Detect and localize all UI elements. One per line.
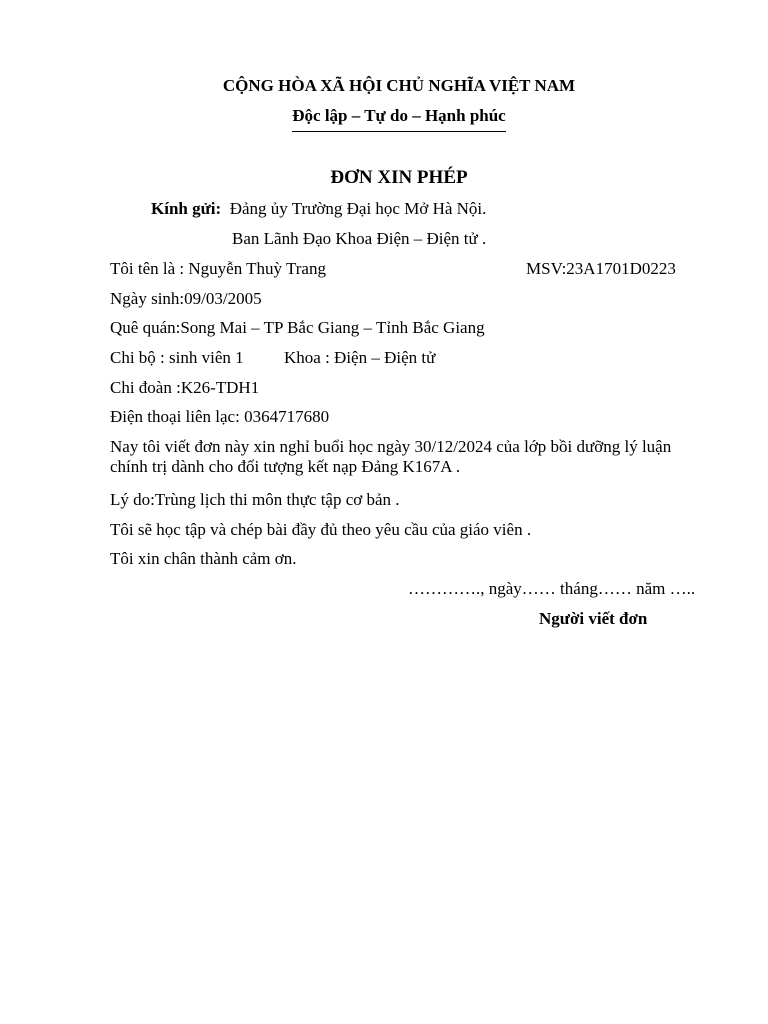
country-header: CỘNG HÒA XÃ HỘI CHỦ NGHĨA VIỆT NAM [222, 76, 576, 95]
motto: Độc lập – Tự do – Hạnh phúc [292, 106, 505, 132]
recipient-label: Kính gửi: [151, 199, 222, 218]
name-field: Tôi tên là : Nguyễn Thuỳ Trang [110, 259, 326, 278]
document-title: ĐƠN XIN PHÉP [330, 167, 468, 188]
recipient-1: Đảng ủy Trường Đại học Mở Hà Nội. [229, 199, 487, 218]
commitment-line: Tôi sẽ học tập và chép bài đầy đủ theo yêu cầu của giáo viên . [110, 520, 532, 539]
recipient-2: Ban Lãnh Đạo Khoa Điện – Điện tử . [232, 229, 487, 248]
motto-wrap [0, 106, 768, 132]
faculty-field: Khoa : Điện – Điện tử [284, 348, 436, 367]
recipient-line-1 [151, 199, 486, 219]
signer-label: Người viết đơn [539, 609, 648, 628]
date-line: …………., ngày…… tháng…… năm ….. [408, 579, 696, 598]
phone-field: Điện thoại liên lạc: 0364717680 [110, 407, 330, 426]
request-paragraph: Nay tôi viết đơn này xin nghỉ buổi học ngày 30/12/2024 của lớp bồi dưỡng lý luận chính trị dành cho đối tượng kết nạp Đảng K167A . [110, 437, 672, 476]
student-id-field: MSV:23A1701D0223 [526, 259, 676, 278]
youth-union-field: Chi đoàn :K26-TDH1 [110, 378, 260, 397]
thanks-line: Tôi xin chân thành cảm ơn. [110, 549, 297, 568]
reason-line: Lý do:Trùng lịch thi môn thực tập cơ bản . [110, 490, 400, 509]
dob-field: Ngày sinh:09/03/2005 [110, 289, 262, 308]
hometown-field: Quê quán:Song Mai – TP Bắc Giang – Tỉnh Bắc Giang [110, 318, 485, 337]
party-cell-field: Chi bộ : sinh viên 1 [110, 348, 244, 367]
